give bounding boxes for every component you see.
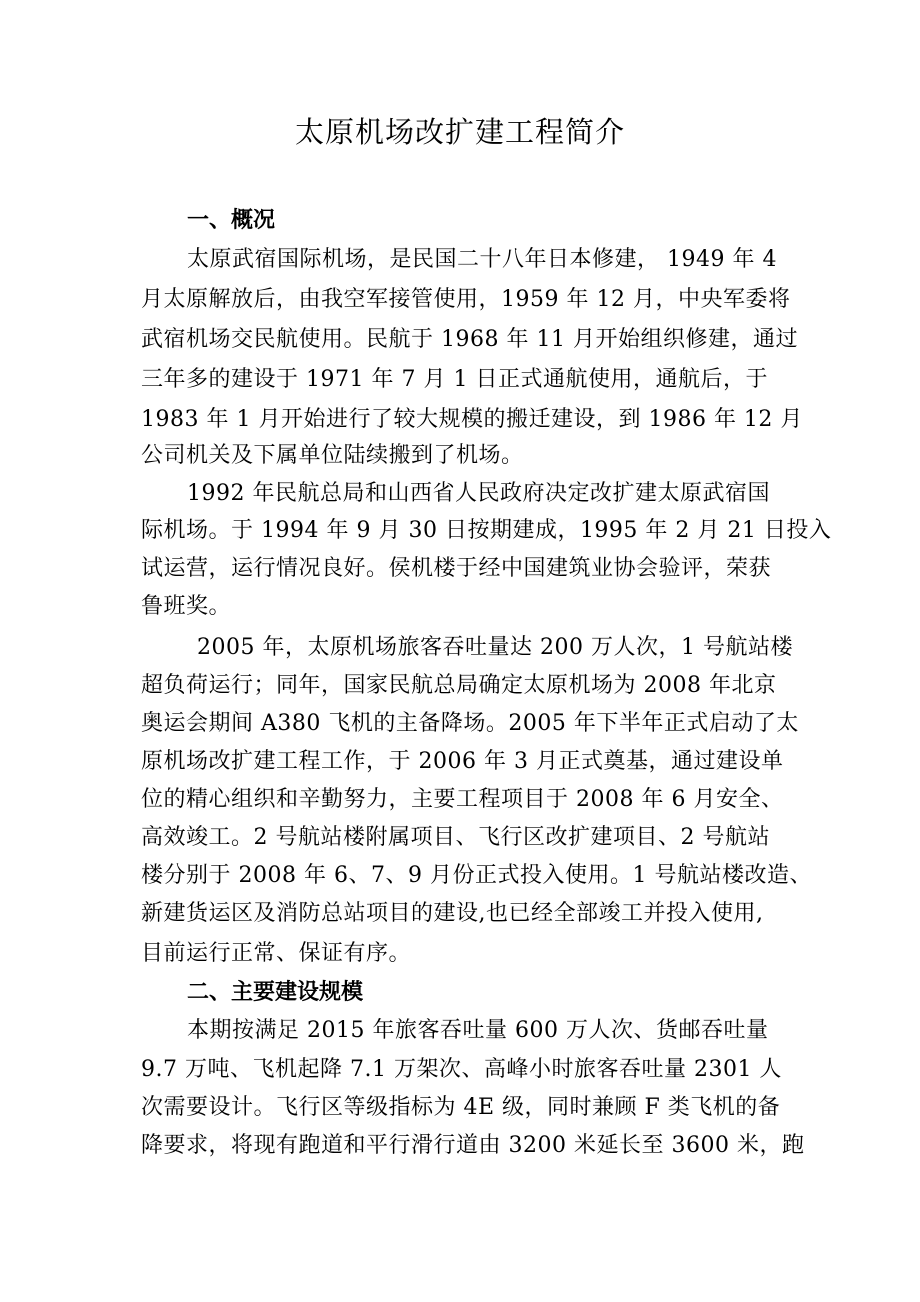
paragraph-line: 新建货运区及消防总站项目的建设,也已经全部竣工并投入使用, [141,901,764,926]
paragraph-line: 1992 年民航总局和山西省人民政府决定改扩建太原武宿国 [187,481,770,506]
section-heading-overview: 一、概况 [187,208,276,233]
paragraph-line: 2005 年，太原机场旅客吞吐量达 200 万人次，1 号航站楼 [197,635,793,660]
paragraph-line: 9.7 万吨、飞机起降 7.1 万架次、高峰小时旅客吞吐量 2301 人 [141,1057,782,1082]
paragraph-line: 际机场。于 1994 年 9 月 30 日按期建成，1995 年 2 月 21 日投入 [141,518,832,543]
paragraph-line: 本期按满足 2015 年旅客吞吐量 600 万人次、货邮吞吐量 [187,1018,769,1043]
paragraph-line: 试运营，运行情况良好。侯机楼于经中国建筑业协会验评，荣获 [141,556,772,581]
paragraph-line: 三年多的建设于 1971 年 7 月 1 日正式通航使用，通航后，于 [141,367,768,392]
paragraph-line: 次需要设计。飞行区等级指标为 4E 级，同时兼顾 F 类飞机的备 [141,1095,781,1120]
paragraph-line: 目前运行正常、保证有序。 [141,941,412,966]
section-heading-construction-scale: 二、主要建设规模 [187,980,364,1005]
paragraph-line: 降要求，将现有跑道和平行滑行道由 3200 米延长至 3600 米，跑 [141,1133,805,1158]
paragraph-line: 武宿机场交民航使用。民航于 1968 年 11 月开始组织修建，通过 [141,327,798,352]
paragraph-line: 太原武宿国际机场，是民国二十八年日本修建， 1949 年 4 [187,247,777,272]
paragraph-line: 奥运会期间 A380 飞机的主备降场。2005 年下半年正式启动了太 [141,711,799,736]
paragraph-line: 高效竣工。2 号航站楼附属项目、飞行区改扩建项目、2 号航站 [141,825,770,850]
paragraph-line: 楼分别于 2008 年 6、7、9 月份正式投入使用。1 号航站楼改造、 [141,863,812,888]
paragraph-line: 原机场改扩建工程工作，于 2006 年 3 月正式奠基，通过建设单 [141,749,784,774]
paragraph-line: 月太原解放后，由我空军接管使用，1959 年 12 月，中央军委将 [141,287,791,312]
document-title: 太原机场改扩建工程简介 [294,115,625,149]
paragraph-line: 鲁班奖。 [141,594,232,619]
paragraph-line: 1983 年 1 月开始进行了较大规模的搬迁建设，到 1986 年 12 月 [141,407,803,432]
paragraph-line: 位的精心组织和辛勤努力，主要工程项目于 2008 年 6 月安全、 [141,787,784,812]
paragraph-line: 公司机关及下属单位陆续搬到了机场。 [141,443,524,468]
paragraph-line: 超负荷运行；同年，国家民航总局确定太原机场为 2008 年北京 [141,673,777,698]
